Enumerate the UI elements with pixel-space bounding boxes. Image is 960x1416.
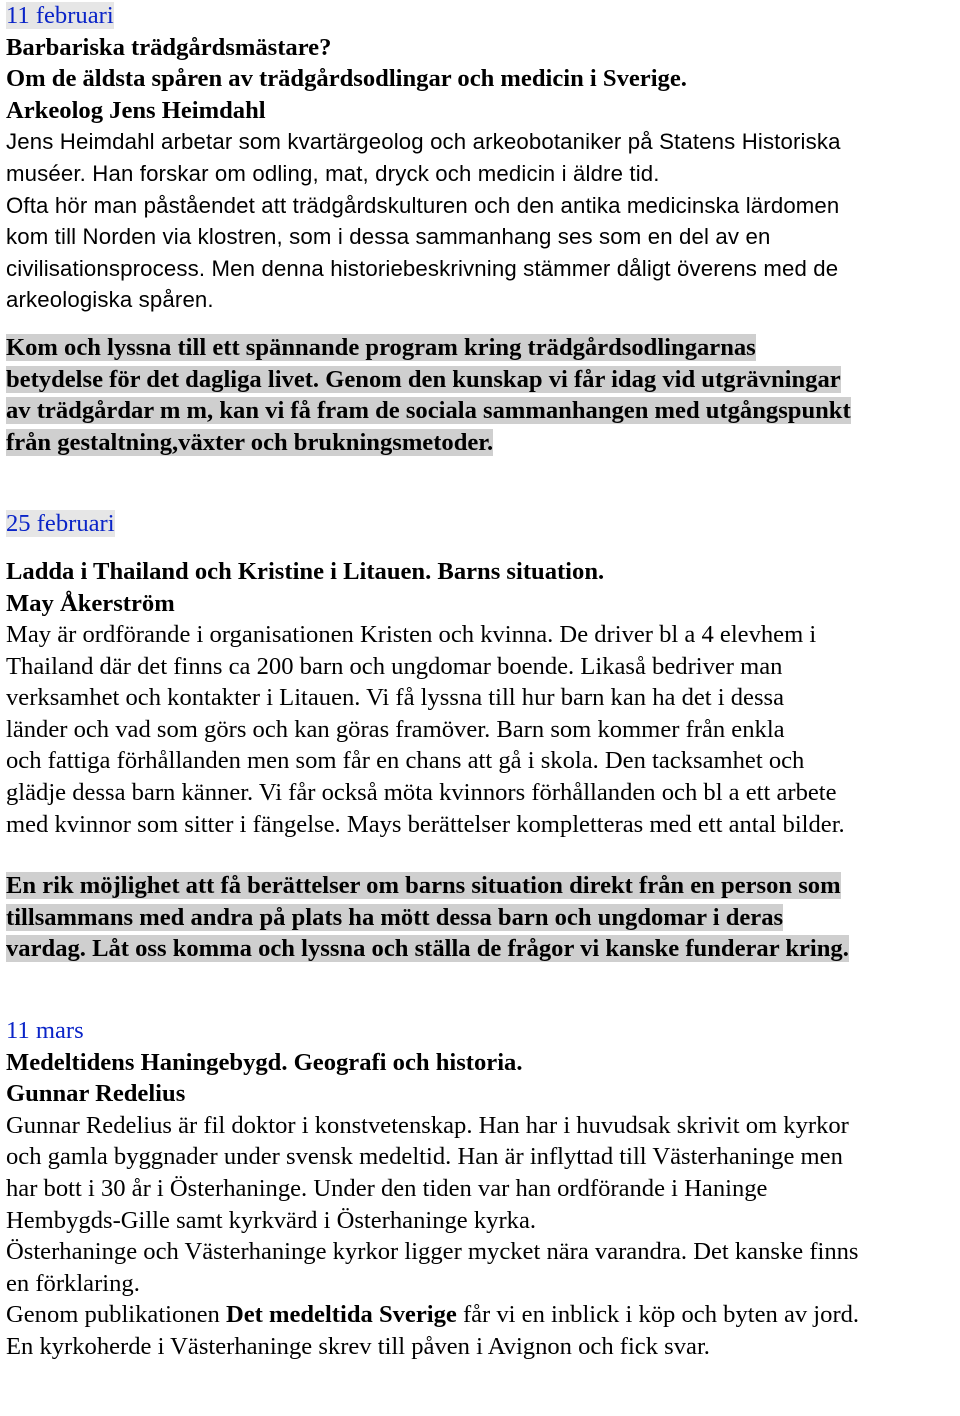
speaker-name: Arkeolog Jens Heimdahl [6,96,266,124]
body-line: arkeologiska spåren. [6,287,214,313]
event-date: 11 mars [6,1017,84,1045]
body-line: civilisationsprocess. Men denna historiebeskrivning stämmer dåligt överens med de [6,255,839,281]
highlight-row [6,332,954,364]
event-subtitle: Om de äldsta spåren av trädgårdsodlingar och medicin i Sverige. [6,65,687,93]
highlight-row [6,395,954,427]
event-date: 11 februari [6,2,114,29]
body-line: Gunnar Redelius är fil doktor i konstvetenskap. Han har i huvudsak skrivit om kyrkor [6,1111,849,1139]
body-line: en förklaring. [6,1269,140,1297]
event-section-2 [6,508,954,965]
highlight-row [6,870,954,902]
body-line: kom till Norden via klostren, som i dessa sammanhang ses som en del av en [6,224,771,250]
event-date-row [6,1015,954,1047]
highlight-line: betydelse för det dagliga livet. Genom den kunskap vi får idag vid utgrävningar [6,365,841,393]
event-title: Medeltidens Haningebygd. Geografi och historia. [6,1048,523,1076]
publication-text-before: Genom publikationen [6,1301,226,1329]
body-line: Thailand där det finns ca 200 barn och ungdomar boende. Likaså bedriver man [6,652,783,680]
publication-title: Det medeltida Sverige [225,1301,457,1329]
body-line: Österhaninge och Västerhaninge kyrkor ligger mycket nära varandra. Det kanske finns [6,1238,859,1266]
event-title: Ladda i Thailand och Kristine i Litauen. Barns situation. [6,557,605,585]
body-line: Ofta hör man påståendet att trädgårdskulturen och den antika medicinska lärdomen [6,192,840,218]
body-line: och gamla byggnader under svensk medeltid. Han är inflyttad till Västerhaninge men [6,1143,843,1171]
highlight-line: Kom och lyssna till ett spännande program kring trädgårdsodlingarnas [6,333,756,361]
body-line: och fattiga förhållanden men som får en chans att gå i skola. Den tacksamhet och [6,747,805,775]
spacer [6,965,954,1015]
event-title: Barbariska trädgårdsmästare? [6,33,332,61]
highlight-row [6,902,954,934]
highlight-line: av trädgårdar m m, kan vi få fram de sociala sammanhangen med utgångspunkt [6,397,851,425]
event-date: 25 februari [6,510,115,538]
body-line: med kvinnor som sitter i fängelse. Mays berättelser kompletteras med ett antal bilder. [6,810,845,838]
highlight-line: vardag. Låt oss komma och lyssna och ställa de frågor vi kanske funderar kring. [6,935,849,963]
highlight-row [6,933,954,965]
highlight-row [6,364,954,396]
spacer [6,458,954,508]
highlight-line: tillsammans med andra på plats ha mött dessa barn och ungdomar i deras [6,903,784,931]
spacer [6,540,954,556]
publication-text-after: får vi en inblick i köp och byten av jord. [456,1301,860,1329]
body-line: länder och vad som görs och kan göras framöver. Barn som kommer från enkla [6,715,785,743]
spacer [6,316,954,332]
body-line: May är ordförande i organisationen Kristen och kvinna. De driver bl a 4 elevhem i [6,621,817,649]
event-section-1 [6,0,954,458]
speaker-bio-line: Jens Heimdahl arbetar som kvartärgeolog och arkeobotaniker på Statens Historiska [6,129,841,155]
event-date-row [6,508,954,540]
highlight-line: En rik möjlighet att få berättelser om barns situation direkt från en person som [6,872,841,900]
body-line: har bott i 30 år i Österhaninge. Under den tiden var han ordförande i Haninge [6,1175,768,1202]
speaker-name: May Åkerström [6,589,175,617]
speaker-bio-line: muséer. Han forskar om odling, mat, dryck och medicin i äldre tid. [6,160,660,186]
highlight-row [6,427,954,459]
body-line: glädje dessa barn känner. Vi får också möta kvinnors förhållanden och bl a ett arbete [6,779,837,807]
speaker-name: Gunnar Redelius [6,1080,186,1108]
highlight-line: från gestaltning,växter och brukningsmetoder. [6,428,494,456]
body-line: Hembygds-Gille samt kyrkvärd i Österhaninge kyrka. [6,1206,537,1234]
event-section-3 [6,1015,954,1363]
event-date-row [6,0,954,32]
body-line: En kyrkoherde i Västerhaninge skrev till påven i Avignon och fick svar. [6,1332,710,1360]
spacer [6,840,954,870]
body-line: verksamhet och kontakter i Litauen. Vi få lyssna till hur barn kan ha det i dessa [6,684,785,712]
publication-line [6,1299,954,1331]
